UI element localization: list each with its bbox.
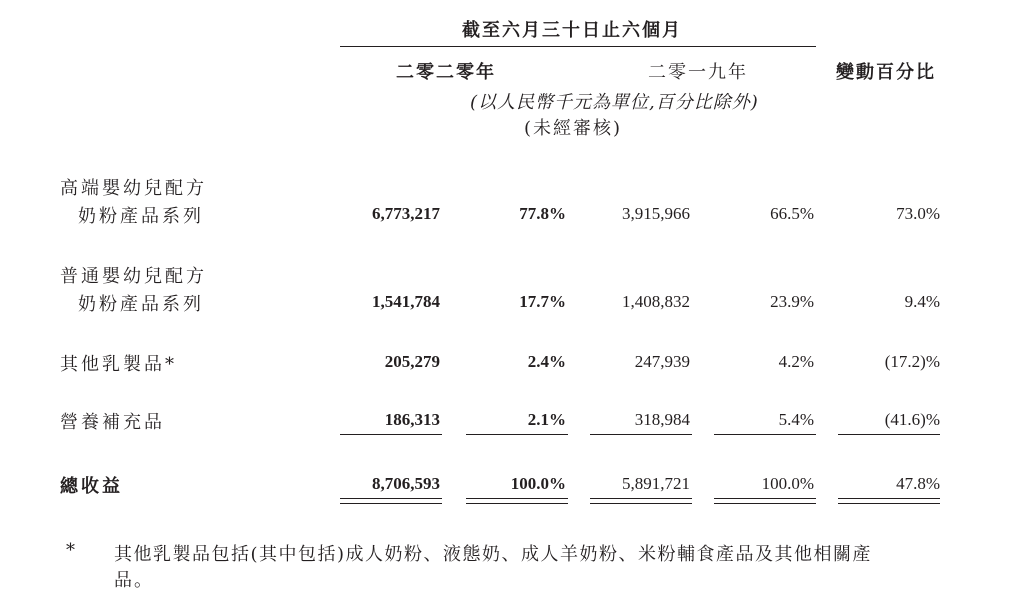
subtotal-rule [714, 434, 816, 435]
cell-change: 73.0% [896, 204, 940, 223]
year-2019-header: 二零一九年 [648, 62, 748, 83]
cell-2020-value: 1,541,784 [372, 292, 440, 311]
total-double-rule [340, 498, 442, 504]
cell-2020-pct: 17.7% [519, 292, 566, 311]
cell-2020-value: 6,773,217 [372, 204, 440, 223]
cell-change: (41.6)% [884, 410, 940, 429]
total-double-rule [838, 498, 940, 504]
subtotal-rule [590, 434, 692, 435]
total-2019-pct: 100.0% [761, 474, 814, 493]
change-pct-header: 變動百分比 [836, 62, 936, 83]
cell-2020-pct: 77.8% [519, 204, 566, 223]
row-label: 其他乳製品* [60, 354, 177, 375]
total-double-rule [590, 498, 692, 504]
unit-note: (以人民幣千元為單位,百分比除外) [470, 92, 759, 113]
total-2020-value: 8,706,593 [372, 474, 440, 493]
cell-2019-pct: 4.2% [778, 352, 814, 371]
cell-2019-value: 3,915,966 [622, 204, 690, 223]
total-2019-value: 5,891,721 [622, 474, 690, 493]
footnote-text: 其他乳製品包括(其中包括)成人奶粉、液態奶、成人羊奶粉、米粉輔食產品及其他相關產 [114, 544, 873, 565]
cell-2020-pct: 2.1% [527, 410, 566, 429]
subtotal-rule [340, 434, 442, 435]
cell-2019-pct: 66.5% [770, 204, 814, 223]
cell-change: 9.4% [904, 292, 940, 311]
footnote-marker: * [66, 540, 77, 561]
row-label-cont: 奶粉產品系列 [78, 206, 204, 227]
period-underline [340, 46, 816, 47]
cell-2019-value: 318,984 [634, 410, 690, 429]
cell-2020-value: 186,313 [384, 410, 440, 429]
period-header: 截至六月三十日止六個月 [462, 20, 682, 41]
footnote-text-cont: 品。 [114, 570, 154, 591]
row-label: 營養補充品 [60, 412, 165, 433]
cell-2019-value: 1,408,832 [622, 292, 690, 311]
cell-2020-pct: 2.4% [527, 352, 566, 371]
cell-2020-value: 205,279 [384, 352, 440, 371]
subtotal-rule [838, 434, 940, 435]
row-label: 高端嬰幼兒配方 [60, 178, 207, 199]
cell-2019-pct: 23.9% [770, 292, 814, 311]
cell-2019-value: 247,939 [634, 352, 690, 371]
row-label-cont: 奶粉產品系列 [78, 294, 204, 315]
cell-2019-pct: 5.4% [778, 410, 814, 429]
total-double-rule [466, 498, 568, 504]
total-change: 47.8% [896, 474, 940, 493]
total-double-rule [714, 498, 816, 504]
subtotal-rule [466, 434, 568, 435]
row-label: 普通嬰幼兒配方 [60, 266, 207, 287]
total-2020-pct: 100.0% [510, 474, 566, 493]
unaudited-note: (未經審核) [524, 118, 623, 139]
total-label: 總收益 [60, 476, 123, 497]
year-2020-header: 二零二零年 [396, 62, 496, 83]
cell-change: (17.2)% [884, 352, 940, 371]
